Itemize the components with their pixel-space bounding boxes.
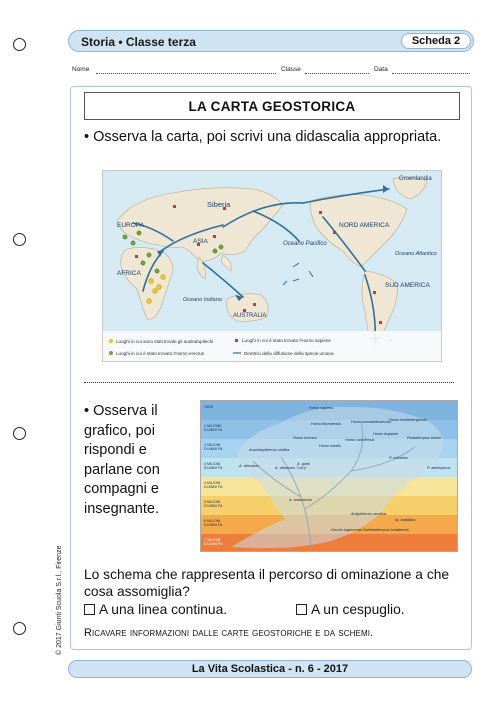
classe-label: Classe: [281, 66, 301, 73]
map-label-groenlandia: Groenlandia: [399, 176, 432, 182]
species-label: Ar. kadabba: [395, 518, 416, 522]
nome-field[interactable]: [96, 73, 276, 74]
species-label: A. garhi: [297, 462, 311, 466]
time-label: 2 MILIONI DI ANNI FA: [204, 443, 223, 451]
map-label-siberia: Siberia: [207, 200, 231, 209]
page-title: LA CARTA GEOSTORICA: [188, 99, 356, 114]
time-label: 5 MILIONI DI ANNI FA: [204, 500, 223, 508]
answer-line[interactable]: [84, 382, 454, 383]
time-label: OGGI: [204, 405, 214, 409]
time-label: 4 MILIONI DI ANNI FA: [204, 481, 223, 489]
classe-field[interactable]: [305, 73, 369, 74]
species-label: Homo neanderthalensis: [351, 420, 392, 424]
nome-label: Nome: [72, 66, 90, 73]
species-label: Orrorin tugenensis: [331, 528, 363, 532]
binder-hole: [13, 233, 26, 246]
species-label: A. afarensis "Lucy": [275, 466, 307, 470]
hominization-chart: [200, 400, 458, 552]
species-label: Homo rudolfensis: [345, 438, 375, 442]
legend-item-erectus: Luoghi in cui è stato trovato l'Homo erectus: [116, 351, 204, 356]
checkbox[interactable]: [296, 604, 307, 615]
species-label: Paranthropus boisei: [407, 436, 441, 440]
option-linea-continua[interactable]: [84, 602, 227, 617]
species-label: Sahelanthropus tchadensis: [363, 528, 409, 532]
instruction-map: • Osserva la carta, poi scrivi una didascalia appropriata.: [84, 129, 442, 145]
time-label: 1 MILIONE DI ANNI FA: [204, 424, 223, 432]
time-label: 3 MILIONI DI ANNI FA: [204, 462, 223, 470]
species-label: P. robustus: [389, 456, 408, 460]
map-label-europa: EUROPA: [117, 222, 144, 229]
geohistorical-map: [102, 170, 442, 362]
species-label: A. africanus: [239, 464, 260, 468]
option-cespuglio[interactable]: [296, 602, 405, 617]
map-label-asia: ASIA: [193, 238, 208, 245]
time-label: 6 MILIONI DI ANNI FA: [204, 519, 223, 527]
learning-objective: Ricavare informazioni dalle carte geostoriche e da schemi.: [84, 627, 374, 639]
map-label-australia: AUSTRALIA: [233, 313, 267, 319]
species-label: Homo erectus: [293, 436, 317, 440]
question-text: Lo schema che rappresenta il percorso di ominazione a che cosa assomiglia?: [84, 567, 450, 599]
species-label: Homo habilis: [319, 444, 341, 448]
option-label: A una linea continua.: [99, 602, 228, 617]
data-label: Data: [374, 66, 388, 73]
legend-item-sapiens: Luoghi in cui è stato trovato l'Homo sapiens: [242, 338, 331, 343]
answer-options: [84, 602, 474, 620]
map-label-oceano-pacifico: Oceano Pacifico: [283, 241, 327, 247]
data-field[interactable]: [392, 73, 470, 74]
map-label-oceano-atlantico: Oceano Atlantico: [395, 251, 437, 257]
species-label: Homo sapiens: [309, 406, 334, 410]
legend-item-direttrici: Direttrici della diffusione della specie umana: [244, 351, 334, 356]
legend-item-australopitechi: Luoghi in cui sono stati trovati gli australopitechi: [116, 339, 214, 344]
binder-hole: [13, 427, 26, 440]
binder-hole: [13, 38, 26, 51]
instruction-chart: • Osserva il grafico, poi rispondi e parlane con compagni e insegnante.: [84, 403, 160, 517]
binder-hole: [13, 622, 26, 635]
header-bar: [68, 30, 474, 52]
map-label-oceano-indiano: Oceano Indiano: [183, 297, 222, 303]
map-label-nord-america: NORD AMERICA: [339, 222, 390, 229]
species-label: Homo ergaster: [373, 432, 399, 436]
time-label: 7 MILIONI DI ANNI FA: [204, 538, 223, 546]
checkbox[interactable]: [84, 604, 95, 615]
species-label: A. anamensis: [289, 498, 313, 502]
species-label: Homo heidelbergensis: [389, 418, 427, 422]
student-fields: [72, 66, 472, 78]
footer-bar: La Vita Scolastica - n. 6 - 2017: [68, 660, 472, 678]
species-label: Ardipithecus ramidus: [351, 512, 387, 516]
scheda-badge: Scheda 2: [401, 33, 471, 49]
species-label: P. aethiopicus: [427, 466, 451, 470]
copyright-notice: © 2017 Giunti Scuola S.r.l., Firenze: [56, 545, 63, 655]
map-label-sud-america: SUD AMERICA: [385, 282, 430, 289]
subject-label: Storia • Classe terza: [81, 35, 196, 49]
title-box: [84, 92, 460, 120]
option-label: A un cespuglio.: [311, 602, 405, 617]
species-label: Homo floresiensis: [311, 422, 342, 426]
species-label: Australopithecus sediba: [249, 448, 290, 452]
map-label-africa: AFRICA: [117, 270, 141, 277]
